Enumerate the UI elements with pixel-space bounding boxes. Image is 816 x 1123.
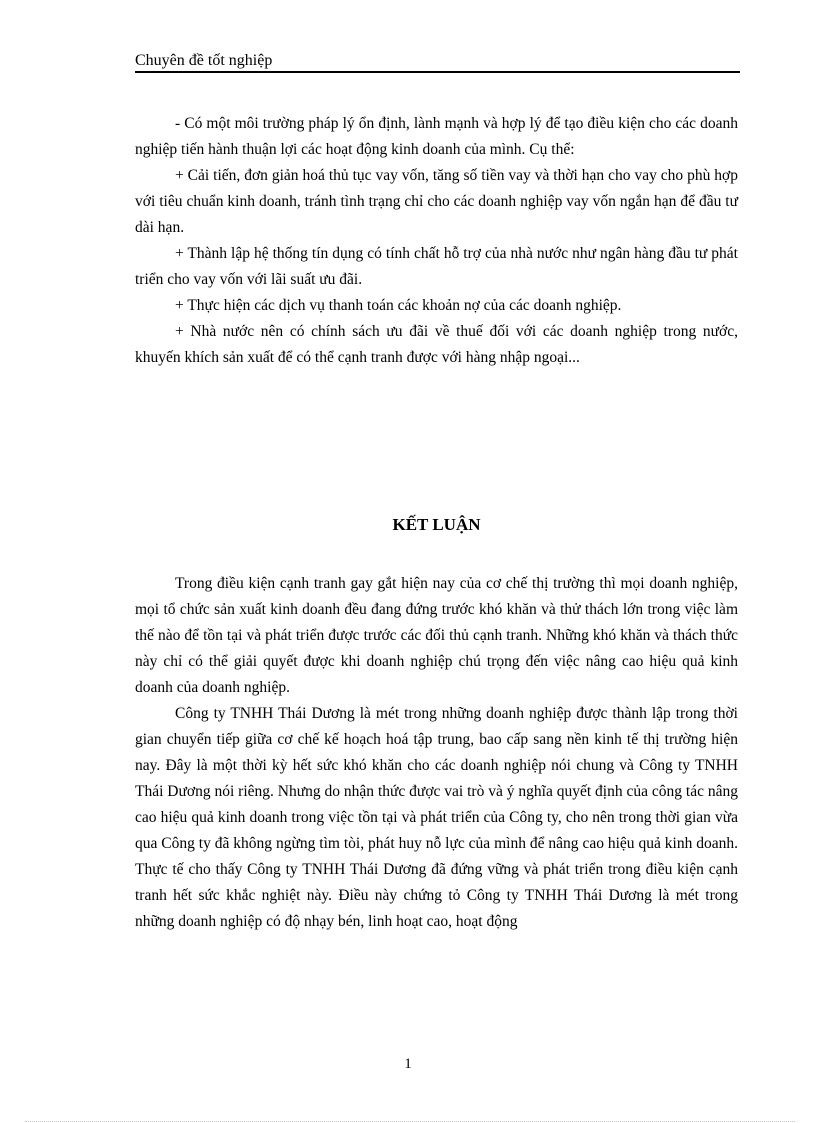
paragraph-credit-system: + Thành lập hệ thống tín dụng có tính chất hỗ trợ của nhà nước như ngân hàng đầu tư phát triển cho vay vốn với lãi suất ưu đãi. [135, 245, 738, 288]
paragraph-company: Công ty TNHH Thái Dương là mét trong những doanh nghiệp được thành lập trong thời gian chuyển tiếp giữa cơ chế kế hoạch hoá tập trung, bao cấp sang nền kinh tế thị trường hiện nay. Đây là một thời kỳ hết sức khó khăn cho các doanh nghiệp nói chung và Công ty TNHH Thái Dương nói riêng. Nhưng do nhận thức được vai trò và ý nghĩa quyết định của công tác nâng cao hiệu quả kinh doanh trong việc tồn tại và phát triển của Công ty, cho nên trong thời gian vừa qua Công ty đã không ngừng tìm tòi, phát huy nỗ lực của mình để nâng cao hiệu quả kinh doanh. Thực tế cho thấy Công ty TNHH Thái Dương đã đứng vững và phát triển trong điều kiện cạnh tranh hết sức khắc nghiệt này. Điều này chứng tỏ Công ty TNHH Thái Dương là mét trong những doanh nghiệp có độ nhạy bén, linh hoạt cao, hoạt động [135, 705, 738, 930]
header-divider [135, 71, 740, 73]
running-header: Chuyên đề tốt nghiệp [135, 52, 273, 69]
paragraph-payment-services: + Thực hiện các dịch vụ thanh toán các khoản nợ của các doanh nghiệp. [175, 297, 622, 314]
page-number: 1 [404, 1056, 412, 1072]
paragraph-loan-procedures: + Cải tiến, đơn giản hoá thủ tục vay vốn, tăng số tiền vay và thời hạn cho vay cho phù hợp với tiêu chuẩn kinh doanh, tránh tình trạng chỉ cho các doanh nghiệp vay vốn ngắn hạn để đầu tư dài hạn. [135, 167, 738, 236]
conclusion-section [135, 571, 738, 935]
page-bottom-border [25, 1121, 795, 1122]
paragraph-tax-policy: + Nhà nước nên có chính sách ưu đãi về thuế đối với các doanh nghiệp trong nước, khuyến khích sản xuất để có thể cạnh tranh được với hàng nhập ngoại... [135, 323, 738, 366]
paragraph-competition: Trong điều kiện cạnh tranh gay gắt hiện nay của cơ chế thị trường thì mọi doanh nghiệp, mọi tổ chức sản xuất kinh doanh đều đang đứng trước khó khăn và thử thách lớn trong việc làm thế nào để tồn tại và phát triển được trước các đối thủ cạnh tranh. Những khó khăn và thách thức này chỉ có thể giải quyết được khi doanh nghiệp chú trọng đến việc nâng cao hiệu quả kinh doanh của doanh nghiệp. [135, 575, 738, 696]
recommendations-section [135, 111, 738, 371]
conclusion-heading: KẾT LUẬN [392, 515, 481, 534]
paragraph-legal-environment: - Có một môi trường pháp lý ổn định, lành mạnh và hợp lý để tạo điều kiện cho các doanh nghiệp tiến hành thuận lợi các hoạt động kinh doanh của mình. Cụ thể: [135, 115, 738, 158]
